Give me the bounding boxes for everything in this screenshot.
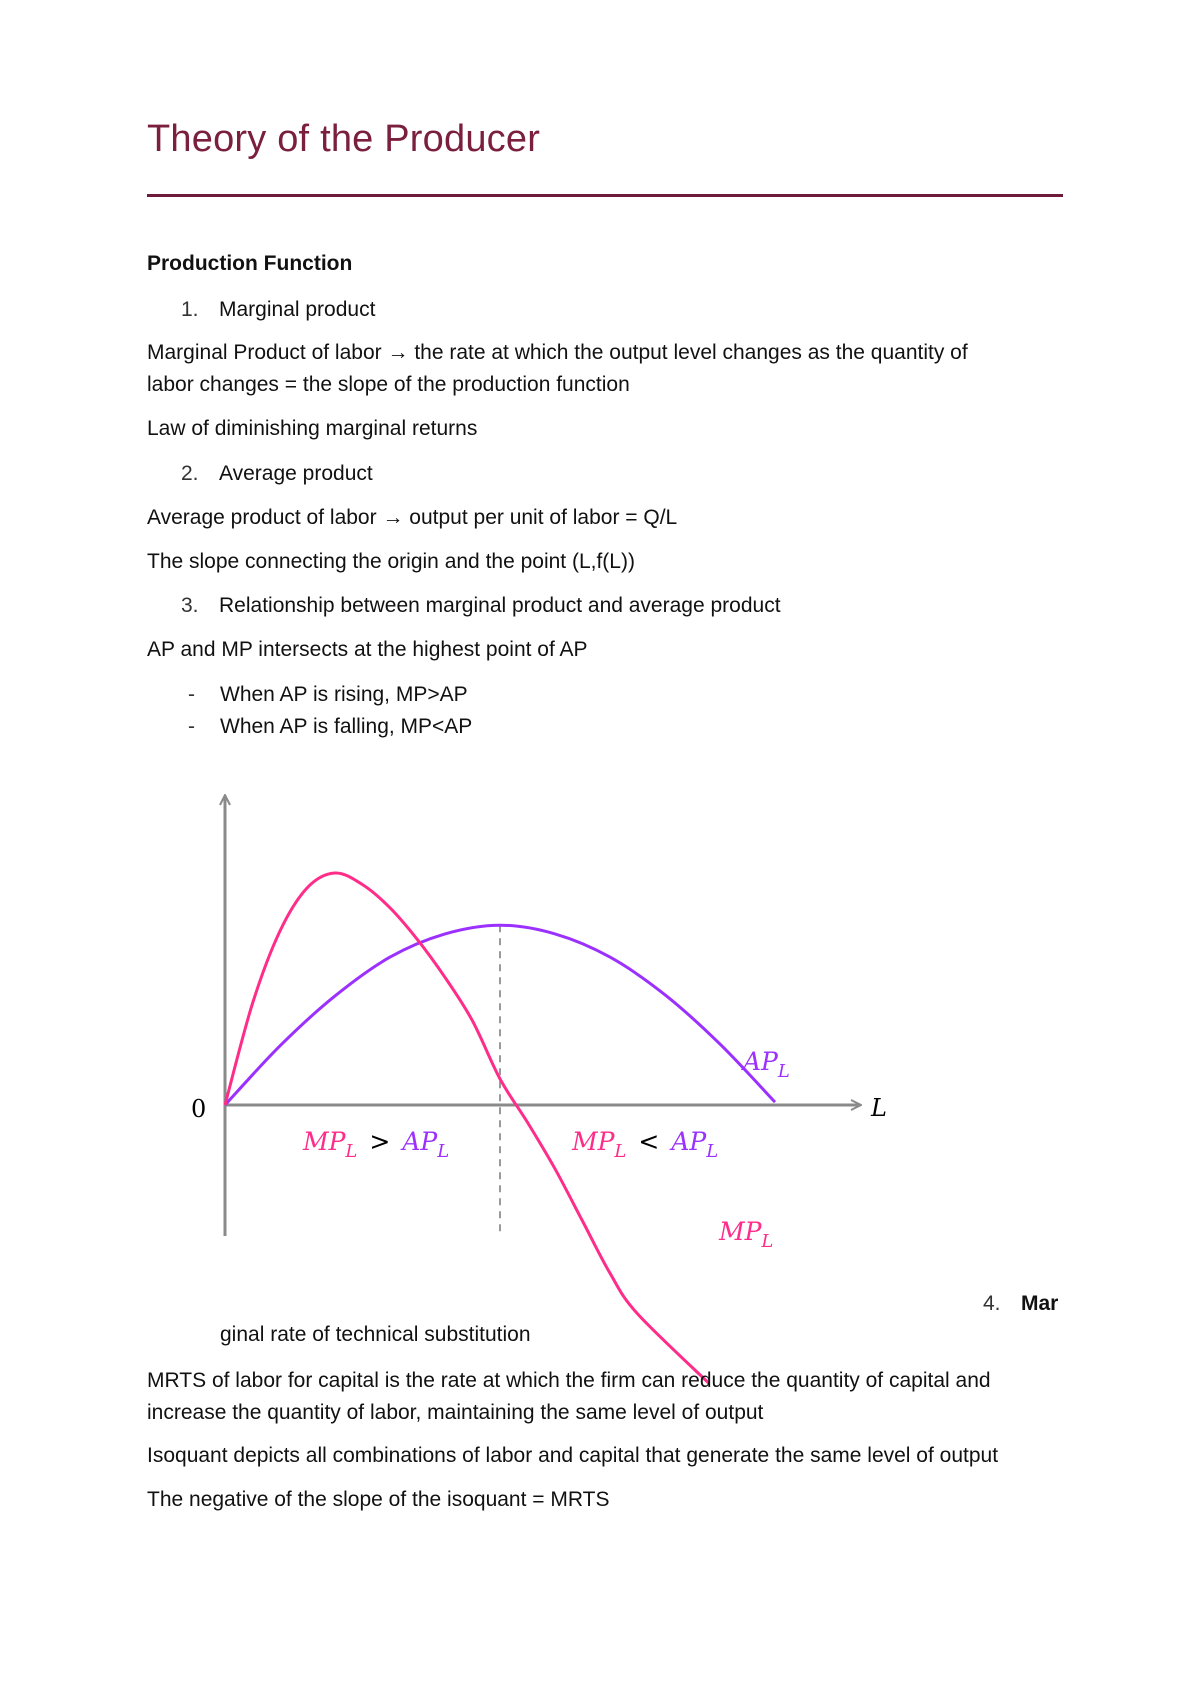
- region-operator: <: [638, 1127, 660, 1156]
- list-item-text: Average product: [219, 462, 373, 485]
- right-arrow-icon: →: [387, 341, 409, 364]
- ap-label-sub: L: [777, 1061, 790, 1082]
- list-item-4-continued: ginal rate of technical substitution: [220, 1323, 531, 1346]
- list-item-text-start: Mar: [1021, 1292, 1059, 1315]
- mp-definition-lead: Marginal Product of labor: [147, 341, 382, 364]
- list-number: 2.: [181, 462, 199, 485]
- region-mp: MP: [303, 1127, 346, 1156]
- ap-definition-rest: output per unit of labor = Q/L: [409, 506, 678, 529]
- isoquant-text: Isoquant depicts all combinations of labor and capital that generate the same level of output: [147, 1444, 999, 1467]
- mp-label-sub: L: [761, 1231, 774, 1252]
- list-item-text: Marginal product: [219, 298, 376, 321]
- section-heading: Production Function: [147, 252, 353, 275]
- region-mp-sub: L: [345, 1141, 358, 1162]
- intersect-text: AP and MP intersects at the highest point of AP: [147, 638, 588, 661]
- region-mp: MP: [572, 1127, 615, 1156]
- negative-slope-text: The negative of the slope of the isoquant = MRTS: [147, 1488, 610, 1511]
- mp-definition-line-2: labor changes = the slope of the production function: [147, 373, 630, 396]
- page-title: Theory of the Producer: [147, 118, 541, 160]
- bullet-dash: -: [188, 683, 195, 706]
- origin-label: 0: [191, 1095, 207, 1123]
- mp-definition-rest: the rate at which the output level changes as the quantity of: [414, 341, 968, 364]
- right-arrow-icon: →: [382, 506, 404, 529]
- region-ap-sub: L: [706, 1141, 719, 1162]
- mp-curve: [225, 873, 709, 1383]
- law-text: Law of diminishing marginal returns: [147, 417, 478, 440]
- region-ap: AP: [402, 1127, 438, 1156]
- bullet-dash: -: [188, 715, 195, 738]
- list-item-4-start: [983, 1291, 1058, 1317]
- ap-label-main: AP: [743, 1047, 778, 1076]
- bullet-item: When AP is rising, MP>AP: [220, 683, 468, 706]
- region-label-falling: [571, 1127, 718, 1162]
- ap-curve-label: [741, 1047, 790, 1082]
- ap-definition-lead: Average product of labor: [147, 506, 377, 529]
- mp-label-main: MP: [719, 1217, 762, 1246]
- list-number: 4.: [983, 1292, 1001, 1315]
- mrts-definition-line-2: increase the quantity of labor, maintaining the same level of output: [147, 1401, 764, 1424]
- mp-curve-label: [718, 1217, 773, 1252]
- region-label-rising: [302, 1127, 449, 1162]
- region-ap-sub: L: [437, 1141, 450, 1162]
- slope-text: The slope connecting the origin and the point (L,f(L)): [147, 550, 635, 573]
- list-item-text: Relationship between marginal product and average product: [219, 594, 781, 617]
- list-number: 1.: [181, 298, 199, 321]
- region-mp-sub: L: [614, 1141, 627, 1162]
- list-number: 3.: [181, 594, 199, 617]
- mrts-definition-line-1: MRTS of labor for capital is the rate at which the firm can reduce the quantity of capital and: [147, 1369, 991, 1392]
- region-operator: >: [369, 1127, 391, 1156]
- bullet-item: When AP is falling, MP<AP: [220, 715, 473, 738]
- x-axis-label: L: [871, 1094, 887, 1122]
- region-ap: AP: [671, 1127, 707, 1156]
